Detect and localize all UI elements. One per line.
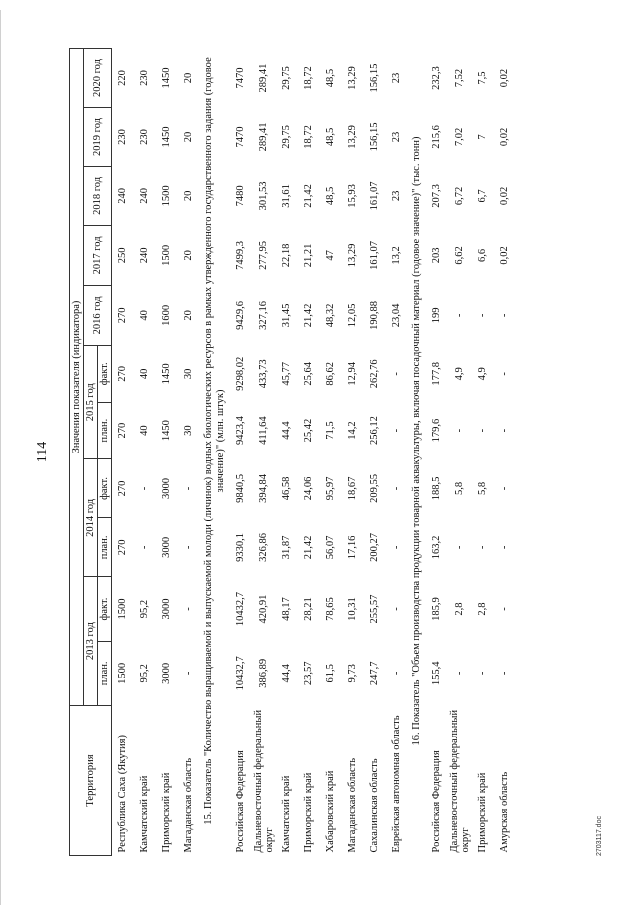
value-cell: 1600 [161,304,172,326]
value-cell: 10432,7 [235,656,247,691]
value-cell: 15,93 [347,184,359,208]
header-2014-fact: факт. [98,459,112,518]
table-row [230,49,252,856]
value-cell: 1450 [161,363,172,385]
value-cell: 0,02 [499,186,511,206]
value-cell: 190,88 [369,300,381,330]
value-cell: 31,87 [281,535,293,560]
value-cell: 86,62 [325,362,337,386]
value-cell: 13,29 [347,66,359,90]
value-cell: 18,72 [303,66,315,90]
table-row [134,49,156,856]
value-cell: 24,06 [303,476,315,501]
value-cell: 25,64 [303,362,315,386]
value-cell: 4,9 [454,367,466,381]
territory-cell: Сахалинская область [369,758,381,853]
value-cell: 270 [117,422,129,439]
value-cell: 61,5 [325,664,337,683]
value-cell: 161,07 [369,181,381,211]
value-cell: - [454,671,466,676]
value-cell: 12,94 [347,362,359,386]
table-body [112,49,516,856]
value-cell: 215,6 [431,125,443,149]
value-cell: 6,62 [454,246,466,265]
value-cell: - [391,607,403,611]
section-title [408,49,426,856]
header-2014-plan: план. [98,518,112,577]
value-cell: 240 [139,188,150,204]
value-cell: 56,07 [325,535,337,560]
value-cell: 1450 [161,126,172,148]
value-cell: 25,42 [303,418,315,443]
table-row [448,49,472,856]
value-cell: 6,72 [454,186,466,206]
table-row [276,49,298,856]
header-2020: 2020 год [84,49,112,108]
value-cell: 31,61 [281,184,293,208]
territory-cell: Камчатский край [138,775,150,853]
page-number: 114 [35,441,50,463]
value-cell: 270 [117,539,129,556]
value-cell: 23 [391,131,403,143]
value-cell: 3000 [161,662,172,684]
value-cell: - [454,313,466,318]
value-cell: 10432,7 [235,591,247,627]
value-cell: 20 [183,72,194,84]
table-row [298,49,320,856]
value-cell: 95,97 [325,476,337,501]
value-cell: 6,6 [477,248,489,262]
value-cell: 9423,4 [235,416,247,446]
value-cell: - [183,545,194,550]
value-cell: - [499,372,511,376]
value-cell: - [139,486,150,491]
value-cell: 270 [117,480,129,497]
value-cell: 7,02 [454,127,466,147]
value-cell: 185,9 [431,597,443,621]
value-cell: 20 [183,310,194,321]
header-2019: 2019 год [84,108,112,167]
value-cell: 6,7 [477,189,489,203]
value-cell: 13,2 [391,246,403,265]
value-cell: 433,73 [258,359,270,389]
value-cell: 209,55 [369,474,381,503]
value-cell: 20 [183,131,194,143]
value-cell: 48,32 [325,303,337,328]
value-cell: 7,52 [454,68,466,88]
value-cell: - [391,545,403,550]
value-cell: 9,73 [347,664,359,683]
section-text: 15. Показатель "Количество выращиваемой и выпускаемой молоди (личинок) водных биологических ресурсов в рамках утвержденного государственного задания (годовое значение)" (млн. штук) [202,57,226,825]
value-cell: 230 [139,129,150,145]
value-cell: 327,16 [258,300,270,330]
value-cell: - [477,545,489,550]
table-row [386,49,408,856]
value-cell: 40 [139,368,150,380]
value-cell: 71,5 [325,421,337,440]
value-cell: 9330,1 [235,532,247,562]
value-cell: 188,5 [431,476,443,501]
value-cell: 78,65 [325,597,337,621]
value-cell: 40 [139,310,150,321]
value-cell: 3000 [161,477,172,499]
value-cell: 95,2 [139,664,150,683]
value-cell: 7470 [235,67,247,89]
value-cell: 14,2 [347,421,359,440]
value-cell: 289,41 [258,63,270,93]
value-cell: 9429,6 [235,300,247,330]
value-cell: 48,5 [325,68,337,88]
value-cell: 12,05 [347,303,359,328]
value-cell: 255,57 [369,594,381,624]
territory-cell: Амурская область [499,771,511,853]
value-cell: - [183,607,194,611]
value-cell: 2,8 [477,602,489,616]
value-cell: - [183,486,194,491]
value-cell: - [391,486,403,491]
territory-cell: Приморский край [160,772,172,853]
value-cell: 1500 [161,185,172,207]
value-cell: - [477,428,489,433]
territory-cell: Республика Саха (Якутия) [117,735,129,853]
value-cell: - [454,428,466,433]
value-cell: 28,21 [303,597,315,621]
value-cell: 23,57 [303,661,315,686]
header-2018: 2018 год [84,166,112,225]
value-cell: - [499,428,511,433]
value-cell: - [499,607,511,611]
territory-cell: Хабаровский край [325,770,337,853]
value-cell: 240 [117,188,129,204]
value-cell: 7,5 [477,71,489,85]
value-cell: 21,21 [303,243,315,268]
indicator-table [69,48,516,856]
value-cell: 23,04 [391,303,403,328]
table-row [472,49,494,856]
value-cell: 23 [391,72,403,84]
value-cell: 7470 [235,126,247,148]
value-cell: 200,27 [369,532,381,562]
header-2015-fact: факт. [98,345,112,402]
value-cell: 30 [183,425,194,436]
value-cell: 22,18 [281,243,293,268]
value-cell: 9298,02 [235,356,247,391]
table-row [426,49,448,856]
value-cell: 394,84 [258,474,270,503]
value-cell: 29,75 [281,66,293,90]
value-cell: 1500 [117,662,129,684]
value-cell: 207,3 [431,184,443,208]
header-2015: 2015 год [84,345,98,459]
value-cell: 4,9 [477,367,489,381]
header-2017: 2017 год [84,225,112,285]
value-cell: - [454,545,466,550]
table-row [178,49,200,856]
value-cell: 256,12 [369,416,381,446]
value-cell: - [183,671,194,676]
value-cell: 1450 [161,67,172,89]
value-cell: 18,72 [303,125,315,149]
value-cell: 45,77 [281,362,293,386]
value-cell: 1450 [161,420,172,442]
value-cell: 156,15 [369,122,381,152]
header-2013-fact: факт. [98,577,112,641]
value-cell: 20 [183,250,194,261]
header-2013-plan: план. [98,641,112,705]
section-row [408,49,426,856]
value-cell: 230 [139,70,150,86]
value-cell: 13,29 [347,243,359,268]
territory-cell: Магаданская область [347,757,359,853]
value-cell: 0,02 [499,68,511,88]
value-cell: 386,89 [258,658,270,688]
value-cell: 0,02 [499,127,511,147]
header-values-group: Значения показателя (индикатора) [70,49,84,706]
value-cell: 301,53 [258,181,270,211]
value-cell: 31,45 [281,303,293,328]
value-cell: 262,76 [369,359,381,389]
value-cell: 7 [477,134,489,140]
table-row [364,49,386,856]
territory-cell: Дальневосточный федеральный округ [252,709,275,853]
territory-cell: Приморский край [477,772,489,853]
value-cell: 13,29 [347,125,359,149]
value-cell: - [499,486,511,491]
value-cell: 420,91 [258,594,270,624]
file-footer: 2703117.doc [596,816,603,856]
value-cell: 10,31 [347,597,359,621]
value-cell: 163,2 [431,535,443,560]
value-cell: 48,17 [281,597,293,621]
section-title [200,49,230,856]
value-cell: 240 [139,247,150,264]
territory-cell: Магаданская область [182,757,194,853]
value-cell: 17,16 [347,535,359,560]
table-row [494,49,516,856]
value-cell: 7499,3 [235,240,247,270]
value-cell: 40 [139,425,150,436]
value-cell: - [391,671,403,676]
value-cell: 203 [431,247,443,264]
value-cell: 2,8 [454,602,466,616]
value-cell: 199 [431,307,443,324]
header-territory: Территория [70,705,112,855]
value-cell: 48,5 [325,186,337,206]
value-cell: 21,42 [303,303,315,328]
value-cell: 1500 [161,244,172,266]
value-cell: 326,86 [258,532,270,562]
table-row [342,49,364,856]
header-2014: 2014 год [84,459,98,577]
value-cell: 270 [117,307,129,324]
territory-cell: Еврейская автономная область [391,715,403,853]
value-cell: 5,8 [477,481,489,496]
value-cell: 21,42 [303,184,315,208]
value-cell: 29,75 [281,125,293,149]
value-cell: 0,02 [499,246,511,265]
table-row [252,49,276,856]
table-row [320,49,342,856]
value-cell: 9840,5 [235,474,247,503]
value-cell: 5,8 [454,481,466,496]
value-cell: 230 [117,129,129,145]
value-cell: 95,2 [139,599,150,619]
value-cell: - [139,545,150,550]
value-cell: - [391,428,403,433]
value-cell: 44,4 [281,421,293,440]
value-cell: 156,15 [369,63,381,93]
value-cell: 30 [183,368,194,380]
value-cell: 179,6 [431,418,443,443]
value-cell: - [499,671,511,676]
value-cell: 277,95 [258,240,270,270]
value-cell: 177,8 [431,362,443,386]
value-cell: 48,5 [325,127,337,147]
value-cell: 20 [183,190,194,202]
value-cell: 411,64 [258,416,270,445]
value-cell: - [477,671,489,676]
value-cell: 3000 [161,598,172,620]
section-text: 16. Показатель "Объем производства продукции товарной аквакультуры, включая посадочный материал (годовое значение)" (тыс. тонн) [410,136,422,746]
table-row [112,49,134,856]
header-2013: 2013 год [84,577,98,706]
header-2015-plan: план. [98,402,112,459]
value-cell: 18,67 [347,476,359,501]
value-cell: - [477,313,489,318]
value-cell: 46,58 [281,476,293,501]
rotated-page [35,42,605,862]
header-2016: 2016 год [84,285,112,345]
value-cell: 289,41 [258,122,270,152]
territory-cell: Приморский край [303,772,315,853]
value-cell: 270 [117,365,129,382]
value-cell: 21,42 [303,535,315,560]
value-cell: 1500 [117,598,129,620]
value-cell: 161,07 [369,240,381,270]
value-cell: - [391,372,403,376]
value-cell: 7480 [235,185,247,207]
territory-cell: Российская Федерация [235,750,247,853]
value-cell: 3000 [161,536,172,558]
value-cell: 23 [391,190,403,202]
value-cell: 47 [325,250,337,261]
table-row [156,49,178,856]
section-row [200,49,230,856]
table-header [70,49,112,856]
value-cell: - [499,545,511,550]
territory-cell: Российская Федерация [431,750,443,853]
value-cell: 250 [117,247,129,264]
territory-cell: Камчатский край [281,775,293,853]
value-cell: 155,4 [431,661,443,686]
value-cell: 232,3 [431,66,443,90]
value-cell: - [499,313,511,318]
scan-edge [0,10,1,905]
value-cell: 220 [117,70,129,86]
value-cell: 247,7 [369,661,381,686]
value-cell: 44,4 [281,664,293,683]
territory-cell: Дальневосточный федеральный округ [448,709,471,853]
